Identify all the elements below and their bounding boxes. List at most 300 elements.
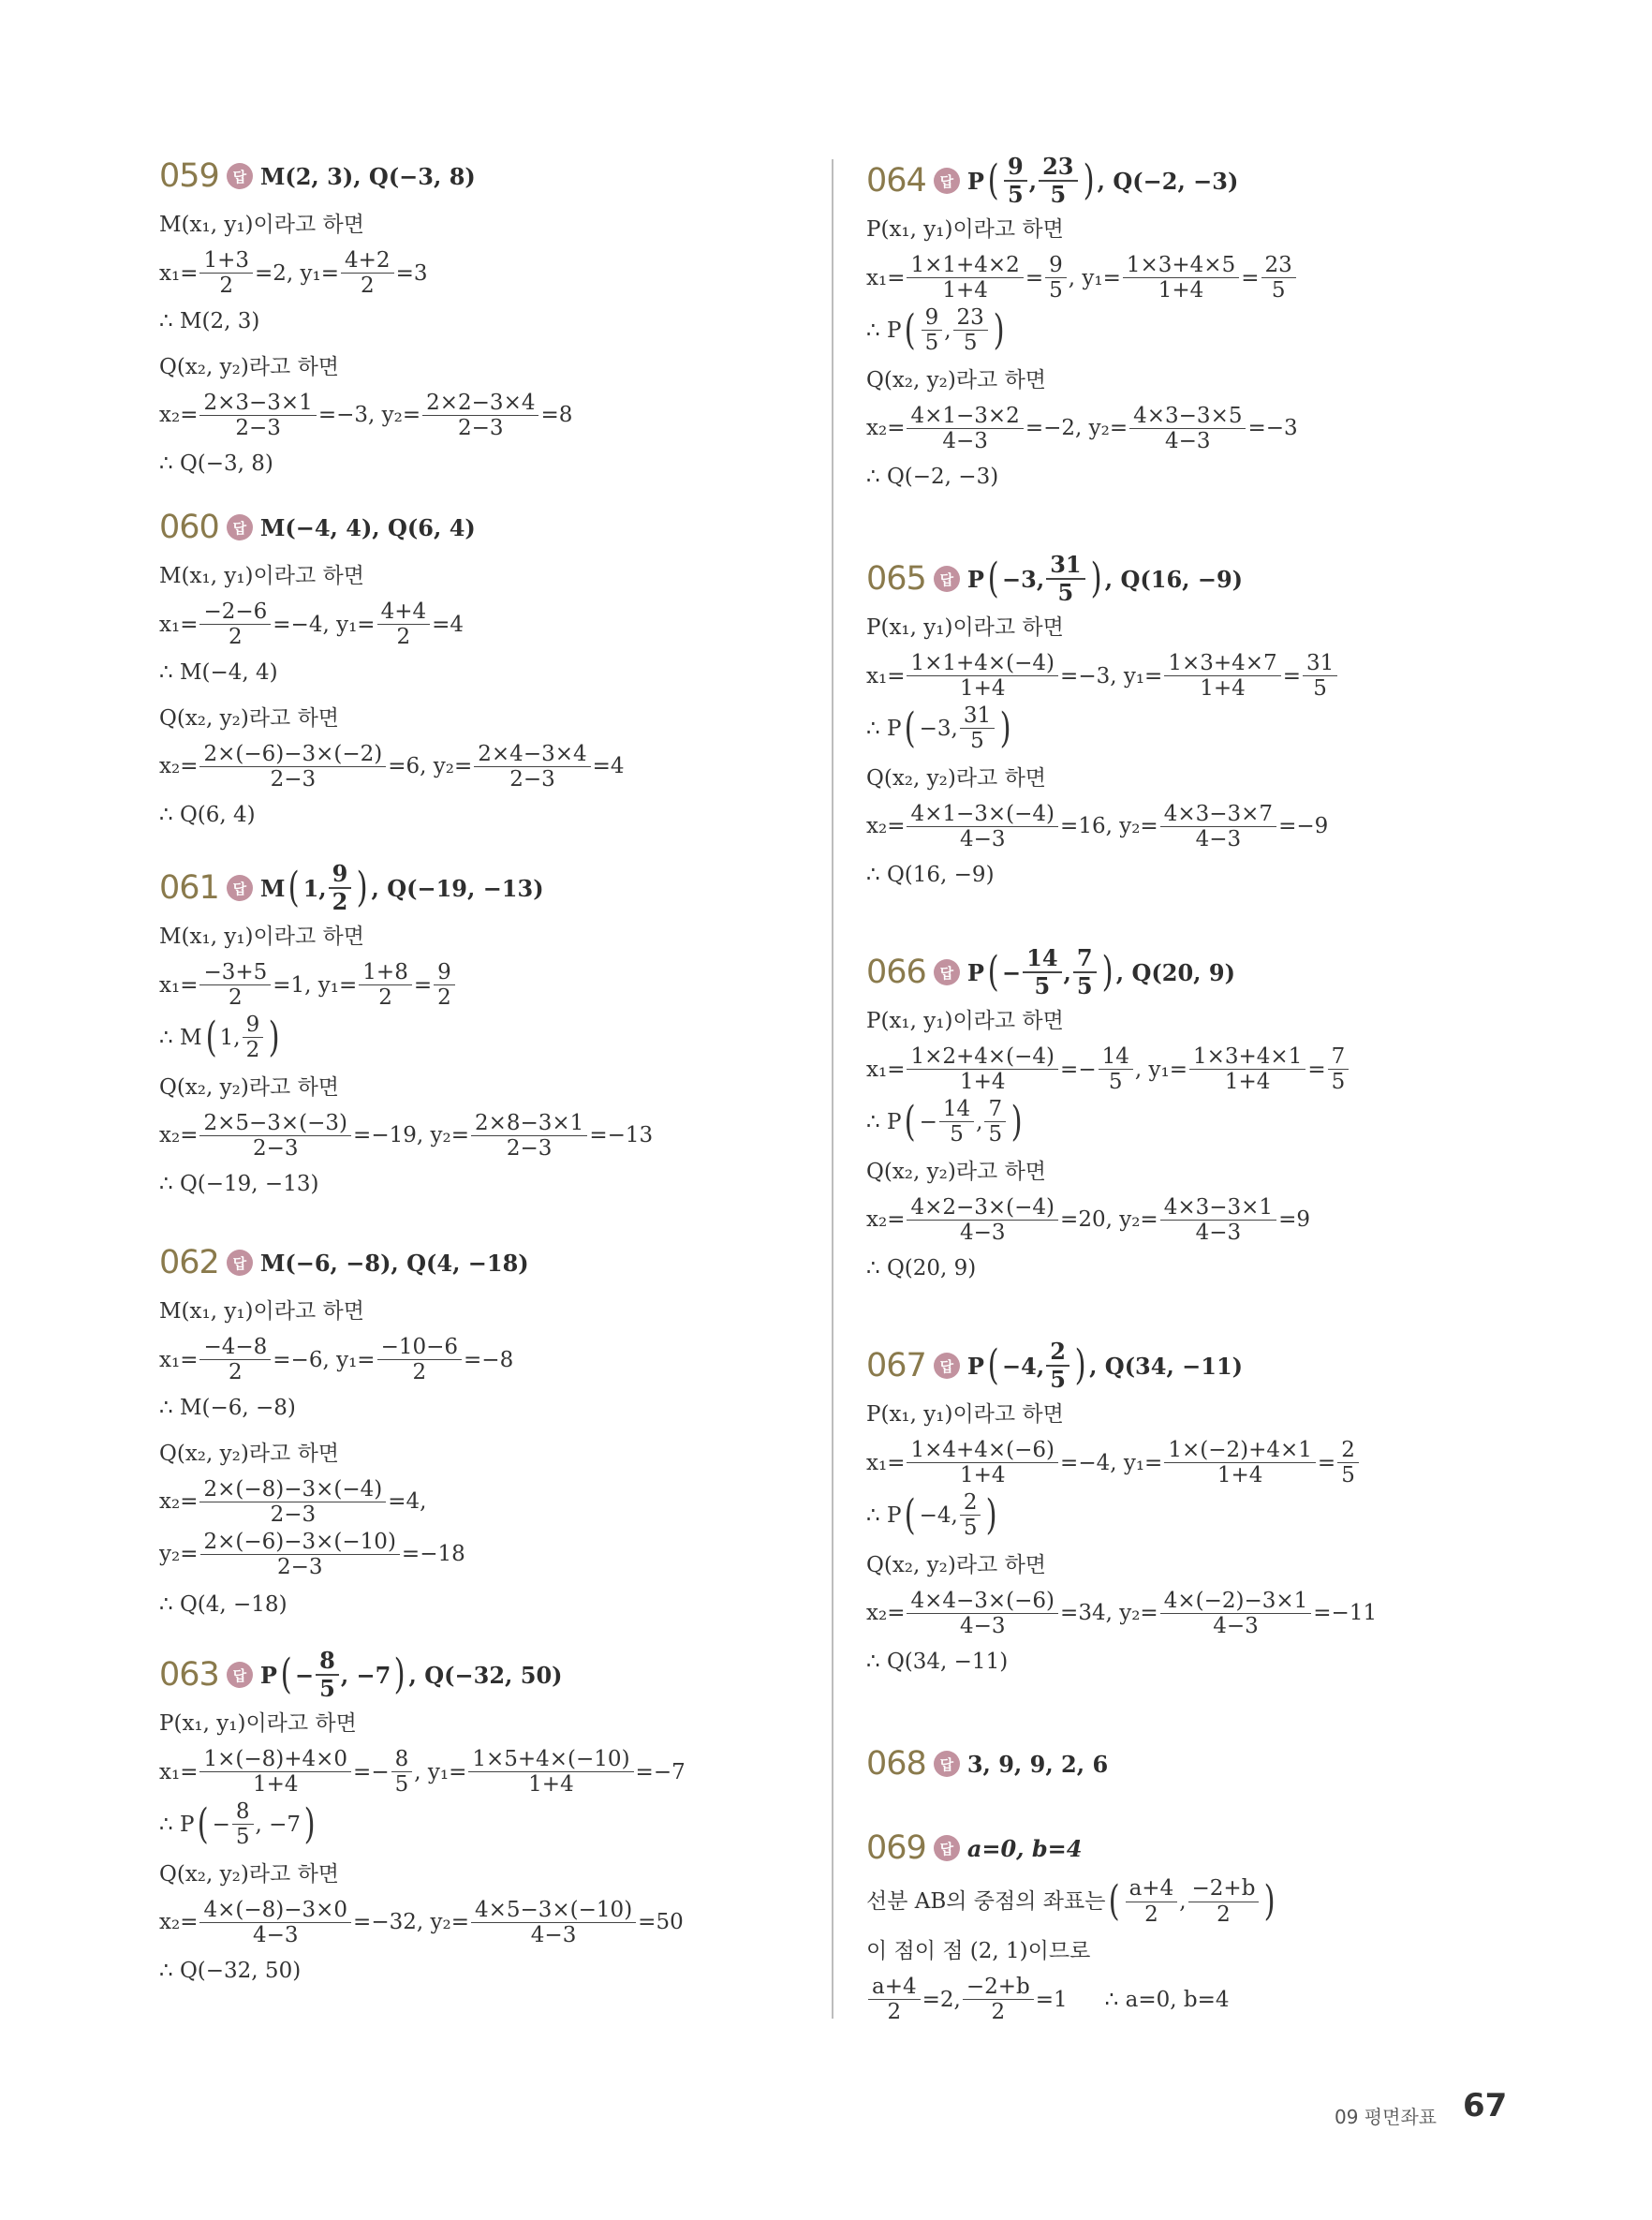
denominator: 2 [396, 625, 411, 650]
solution-line: P(x₁, y₁)이라고 하면 [866, 1402, 1064, 1428]
denominator: 2 [332, 888, 348, 915]
solution-line: P(x₁, y₁)이라고 하면 [866, 615, 1064, 641]
text: x₁= [866, 1450, 906, 1475]
text: =1, y₁= [273, 972, 358, 998]
fraction [341, 248, 394, 299]
fraction [1303, 651, 1337, 702]
numerator: −2+b [1188, 1876, 1260, 1902]
denominator: 2 [1144, 1902, 1158, 1927]
text: ∴ P [866, 1502, 902, 1528]
fraction [907, 404, 1023, 454]
text: , [1028, 167, 1038, 195]
numerator: 4×(−2)−3×1 [1160, 1589, 1312, 1614]
numerator: 4×5−3×(−10) [471, 1898, 636, 1923]
fraction [907, 1044, 1058, 1095]
text: =2, y₁= [255, 260, 340, 286]
solution-line [159, 1111, 815, 1162]
denominator: 2−3 [235, 416, 281, 441]
numerator: −4−8 [199, 1335, 271, 1360]
fraction [907, 651, 1058, 702]
text: 1, [219, 1025, 241, 1050]
numerator: 2 [1046, 1339, 1069, 1367]
denominator: 4−3 [1213, 1614, 1259, 1639]
numerator: 8 [391, 1747, 413, 1772]
left-paren-icon: ( [904, 1097, 917, 1146]
denominator: 2 [378, 985, 392, 1011]
problem-header [866, 1339, 1578, 1392]
denominator: 5 [1049, 278, 1063, 303]
denominator: 2 [229, 1360, 243, 1385]
text: , y₁= [414, 1759, 467, 1784]
denominator: 5 [394, 1772, 409, 1798]
solution-line [159, 248, 815, 299]
solution-line: M(x₁, y₁)이라고 하면 [159, 925, 364, 950]
denominator: 2 [245, 1038, 260, 1063]
text: 선분 AB의 중점의 좌표는 [866, 1888, 1106, 1914]
fraction [1073, 945, 1097, 999]
problem-069 [866, 1822, 1578, 2025]
denominator: 2 [887, 2000, 902, 2025]
numerator: 23 [1039, 154, 1077, 182]
numerator: 1×3+4×1 [1189, 1044, 1305, 1070]
answer [967, 945, 1235, 999]
right-paren-icon: ) [1101, 948, 1114, 996]
fraction [1045, 253, 1067, 303]
solution-line [866, 1195, 1578, 1246]
numerator: 14 [1023, 945, 1061, 973]
text: = [1241, 265, 1260, 290]
numerator: 1×5+4×(−10) [468, 1747, 633, 1772]
numerator: 31 [960, 703, 995, 729]
denominator: 1+4 [528, 1772, 574, 1798]
left-paren-icon: ( [288, 864, 300, 911]
text: =−4, y₁= [273, 612, 376, 637]
text: , y₁= [1134, 1057, 1187, 1082]
fraction [199, 1477, 386, 1528]
numerator: −2+b [963, 1975, 1034, 2000]
solution-line: Q(x₂, y₂)라고 하면 [159, 706, 340, 731]
fraction [471, 1111, 587, 1162]
fraction [199, 1898, 351, 1948]
denominator: 5 [319, 1675, 335, 1702]
fraction [1004, 154, 1027, 207]
denominator: 1+4 [959, 1463, 1006, 1488]
text: , −7 [255, 1812, 302, 1837]
problem-header [159, 1236, 815, 1289]
solution-line: ∴ Q(−32, 50) [159, 1958, 302, 1983]
numerator: 4×2−3×(−4) [907, 1195, 1058, 1221]
denominator: 1+4 [1200, 676, 1246, 702]
left-paren-icon: ( [197, 1799, 210, 1848]
numerator: 14 [1099, 1044, 1133, 1070]
numerator: 1×1+4×(−4) [907, 651, 1058, 676]
fraction [1160, 1589, 1312, 1639]
text: =−11 [1313, 1601, 1378, 1626]
numerator: 4×3−3×1 [1160, 1195, 1276, 1221]
right-paren-icon: ) [356, 864, 368, 911]
numerator: 7 [984, 1097, 1006, 1122]
numerator: 2×5−3×(−3) [199, 1111, 351, 1136]
problem-header [866, 1822, 1578, 1874]
text: − [919, 1109, 937, 1134]
answer: M(−6, −8), Q(4, −18) [259, 1249, 529, 1277]
fraction [422, 391, 538, 441]
solution-line: Q(x₂, y₂)라고 하면 [159, 1075, 340, 1100]
text: P [259, 1661, 277, 1689]
fraction [199, 1335, 271, 1385]
solution-line [866, 1589, 1578, 1639]
denominator: 5 [1108, 1070, 1123, 1095]
solution-line: Q(x₂, y₂)라고 하면 [866, 1553, 1047, 1577]
denominator: 2−3 [509, 767, 555, 792]
fraction [1164, 651, 1280, 702]
fraction [1337, 1438, 1359, 1488]
denominator: 2 [1217, 1902, 1231, 1927]
solution-line: P(x₁, y₁)이라고 하면 [159, 1711, 357, 1737]
answer: M(−4, 4), Q(6, 4) [259, 513, 476, 541]
text: −4, [1002, 1352, 1045, 1380]
answer: 3, 9, 9, 2, 6 [966, 1750, 1109, 1778]
fraction [1123, 253, 1239, 303]
text: − [212, 1812, 230, 1837]
denominator: 5 [1050, 181, 1067, 208]
denominator: 4−3 [942, 429, 988, 454]
text: x₁= [866, 663, 906, 688]
solution-line [159, 960, 815, 1011]
text: , [976, 1109, 983, 1134]
fraction [316, 1648, 339, 1701]
fraction [199, 1111, 351, 1162]
solution-line: Q(x₂, y₂)라고 하면 [866, 766, 1047, 791]
text: P [966, 958, 984, 986]
left-paren-icon: ( [904, 305, 917, 354]
fraction [199, 391, 316, 441]
fraction [243, 1013, 264, 1063]
problem-number: 066 [866, 954, 926, 991]
text: =4 [432, 612, 465, 637]
numerator: 1×3+4×7 [1164, 651, 1280, 676]
problem-header [159, 862, 815, 914]
text: ∴ M [159, 1025, 202, 1050]
denominator: 5 [1331, 1070, 1346, 1095]
solution-line: ∴ Q(4, −18) [159, 1591, 288, 1617]
denominator: 2 [229, 625, 243, 650]
denominator: 5 [950, 1122, 964, 1147]
text: =−8 [464, 1347, 514, 1372]
solution-line [159, 1335, 815, 1385]
text: x₂= [159, 1910, 199, 1935]
denominator: 5 [1341, 1463, 1355, 1488]
solution-line: ∴ Q(−2, −3) [866, 464, 999, 489]
text: , Q(−19, −13) [371, 874, 544, 902]
denominator: 2−3 [276, 1555, 323, 1580]
text: = [1025, 265, 1044, 290]
denominator: 2 [219, 274, 234, 299]
text: = [1317, 1450, 1336, 1475]
solution-line [159, 1477, 815, 1528]
solution-line: ∴ Q(6, 4) [159, 802, 256, 827]
numerator: a+4 [868, 1975, 921, 2000]
fraction [1189, 1044, 1305, 1095]
text: x₂= [866, 416, 906, 441]
fraction [1160, 802, 1276, 852]
problem-061 [159, 862, 815, 1207]
right-paren-icon: ) [993, 305, 1005, 354]
numerator: 7 [1328, 1044, 1350, 1070]
text: =9 [1278, 1207, 1310, 1233]
denominator: 4−3 [959, 827, 1006, 852]
numerator: 2×(−6)−3×(−10) [200, 1530, 400, 1555]
right-paren-icon: ) [1010, 1097, 1023, 1146]
text: =−6, y₁= [273, 1347, 376, 1372]
text: =−13 [589, 1123, 654, 1148]
text: = [1282, 663, 1301, 688]
denominator: 2−3 [270, 1502, 317, 1528]
numerator: 4×1−3×2 [907, 404, 1023, 429]
text: − [295, 1661, 315, 1689]
answer-badge-icon: 답 [227, 1662, 253, 1688]
denominator: 5 [924, 331, 939, 356]
solution-line [159, 1898, 815, 1948]
numerator: 2×(−6)−3×(−2) [199, 742, 386, 767]
solution-line [866, 1095, 1578, 1149]
numerator: 2×8−3×1 [471, 1111, 587, 1136]
denominator: 2 [360, 274, 375, 299]
text: x₂= [159, 1123, 199, 1148]
denominator: 5 [1050, 1366, 1066, 1393]
fraction [377, 1335, 462, 1385]
numerator: 4×(−8)−3×0 [199, 1898, 351, 1923]
fraction [1046, 1339, 1069, 1392]
solution-line: ∴ Q(−3, 8) [159, 451, 273, 476]
solution-line: 이 점이 점 (2, 1)이므로 [866, 1939, 1091, 1964]
fraction [922, 305, 943, 356]
text: ∴ P [866, 716, 902, 741]
solution-line: Q(x₂, y₂)라고 하면 [866, 1160, 1047, 1184]
numerator: 1×(−8)+4×0 [199, 1747, 351, 1772]
solution-line [866, 1874, 1578, 1929]
problem-number: 065 [866, 560, 926, 598]
denominator: 5 [235, 1825, 250, 1850]
numerator: 2×3−3×1 [199, 391, 316, 416]
right-paren-icon: ) [1264, 1877, 1276, 1925]
problem-header [866, 946, 1578, 999]
left-paren-icon: ( [987, 156, 999, 204]
fraction [199, 960, 271, 1011]
denominator: 5 [963, 331, 978, 356]
numerator: 2×2−3×4 [422, 391, 538, 416]
left-paren-icon: ( [280, 1650, 292, 1698]
left-paren-icon: ( [987, 555, 999, 602]
right-paren-icon: ) [1074, 1341, 1086, 1389]
fraction [907, 1589, 1058, 1639]
solution-line: ∴ M(−6, −8) [159, 1396, 296, 1420]
numerator: 4+2 [341, 248, 394, 274]
problem-059 [159, 150, 815, 487]
denominator: 1+4 [1158, 278, 1204, 303]
text: ∴ a=0, b=4 [1104, 1987, 1230, 2012]
solution-line: Q(x₂, y₂)라고 하면 [159, 355, 340, 379]
text: =−4, y₁= [1060, 1450, 1163, 1475]
fraction [1261, 253, 1296, 303]
numerator: 14 [939, 1097, 974, 1122]
denominator: 1+4 [959, 1070, 1006, 1095]
text: x₂= [866, 814, 906, 839]
problem-header [866, 553, 1578, 605]
numerator: 9 [922, 305, 943, 331]
text: = [413, 972, 433, 998]
denominator: 4−3 [530, 1923, 577, 1948]
problem-number: 069 [866, 1829, 926, 1867]
answer-badge-icon: 답 [227, 514, 253, 540]
right-paren-icon: ) [303, 1799, 316, 1848]
numerator: 1×3+4×5 [1123, 253, 1239, 278]
text: x₂= [866, 1601, 906, 1626]
answer [967, 552, 1243, 605]
left-paren-icon: ( [904, 703, 917, 752]
fraction [1328, 1044, 1350, 1095]
fraction [199, 248, 253, 299]
fraction [868, 1975, 921, 2025]
problem-number: 067 [866, 1347, 926, 1384]
numerator: 2×(−8)−3×(−4) [199, 1477, 386, 1502]
left-paren-icon: ( [1108, 1877, 1121, 1925]
denominator: 5 [1076, 972, 1093, 999]
denominator: 4−3 [959, 1221, 1006, 1246]
fraction [960, 703, 995, 754]
problem-number: 068 [866, 1745, 926, 1783]
denominator: 1+4 [1217, 1463, 1263, 1488]
text: M [259, 874, 286, 902]
text: −3, [1002, 565, 1045, 593]
numerator: 4×1−3×(−4) [907, 802, 1058, 827]
text: =−3, y₁= [1060, 663, 1163, 688]
text: , −7 [340, 1661, 391, 1689]
problem-065 [866, 553, 1578, 898]
fraction [1160, 1195, 1276, 1246]
text: x₂= [159, 403, 199, 428]
solution-line [866, 1488, 1578, 1543]
text: ∴ P [866, 1109, 902, 1134]
numerator: 9 [1004, 154, 1027, 182]
answer-badge-icon: 답 [934, 566, 960, 592]
fraction [199, 1747, 351, 1798]
text: =2, [922, 1987, 961, 2012]
text: x₂= [866, 1207, 906, 1233]
answer-badge-icon: 답 [934, 959, 960, 985]
fraction [232, 1799, 254, 1850]
solution-line: M(x₁, y₁)이라고 하면 [159, 1299, 364, 1325]
numerator: 31 [1046, 552, 1084, 580]
denominator: 4−3 [252, 1923, 299, 1948]
denominator: 5 [1057, 579, 1074, 606]
fraction [984, 1097, 1006, 1147]
numerator: 23 [1261, 253, 1296, 278]
solution-line: P(x₁, y₁)이라고 하면 [866, 217, 1064, 243]
fraction [199, 742, 386, 792]
problem-number: 062 [159, 1244, 219, 1281]
text: −4, [919, 1502, 958, 1528]
text: =−18 [401, 1542, 465, 1567]
column-divider [832, 159, 833, 2019]
fraction [1039, 154, 1077, 207]
text: −3, [919, 716, 958, 741]
numerator: 8 [316, 1648, 339, 1676]
text: =4 [592, 754, 625, 779]
answer-badge-icon: 답 [934, 1751, 960, 1777]
text: =−2, y₂= [1025, 416, 1128, 441]
fraction [1164, 1438, 1316, 1488]
denominator: 2 [437, 985, 451, 1011]
numerator: 31 [1303, 651, 1337, 676]
right-paren-icon: ) [986, 1490, 998, 1539]
text: ∴ P [866, 318, 902, 343]
text: y₂= [159, 1542, 199, 1567]
denominator: 1+4 [959, 676, 1006, 702]
numerator: 7 [1073, 945, 1097, 973]
numerator: 9 [434, 960, 455, 985]
answer-badge-icon: 답 [934, 1835, 960, 1861]
answer [967, 1339, 1243, 1392]
solution-line [159, 599, 815, 650]
text: =−3 [1247, 416, 1298, 441]
solution-line: ∴ Q(−19, −13) [159, 1171, 319, 1196]
solution-line: Q(x₂, y₂)라고 하면 [159, 1442, 340, 1466]
solution-line [159, 391, 815, 441]
answer-badge-icon: 답 [227, 163, 253, 189]
text: =−19, y₂= [353, 1123, 469, 1148]
text: ∴ P [159, 1812, 195, 1837]
text: =16, y₂= [1060, 814, 1158, 839]
numerator: 4×3−3×7 [1160, 802, 1276, 827]
numerator: 2 [960, 1490, 981, 1516]
numerator: 4×4−3×(−6) [907, 1589, 1058, 1614]
text: x₁= [159, 1347, 199, 1372]
solution-line [159, 1528, 815, 1582]
solution-line [159, 742, 815, 792]
text: P [966, 565, 984, 593]
text: , Q(−2, −3) [1097, 167, 1239, 195]
fraction [200, 1530, 400, 1580]
numerator: 1×2+4×(−4) [907, 1044, 1058, 1070]
text: =8 [540, 403, 573, 428]
text: 1, [302, 874, 327, 902]
text: =50 [638, 1910, 684, 1935]
problem-header [159, 150, 815, 202]
text: − [1002, 958, 1022, 986]
solution-line [866, 702, 1578, 756]
fraction [1188, 1876, 1260, 1927]
fraction [359, 960, 412, 1011]
fraction [960, 1490, 981, 1541]
fraction [907, 253, 1023, 303]
text: =−7 [635, 1759, 686, 1784]
denominator: 2−3 [506, 1136, 553, 1162]
denominator: 5 [1313, 676, 1327, 702]
solution-line [159, 1798, 815, 1852]
solution-line [159, 1011, 815, 1065]
text: x₁= [866, 1057, 906, 1082]
numerator: 8 [232, 1799, 254, 1825]
chapter-label: 09 평면좌표 [1335, 2106, 1438, 2128]
answer-badge-icon: 답 [227, 1250, 253, 1276]
denominator: 5 [1034, 972, 1051, 999]
denominator: 5 [970, 729, 984, 754]
problem-062 [159, 1236, 815, 1628]
fraction [907, 1195, 1058, 1246]
fraction [1099, 1044, 1133, 1095]
solution-line: ∴ Q(16, −9) [866, 862, 995, 887]
